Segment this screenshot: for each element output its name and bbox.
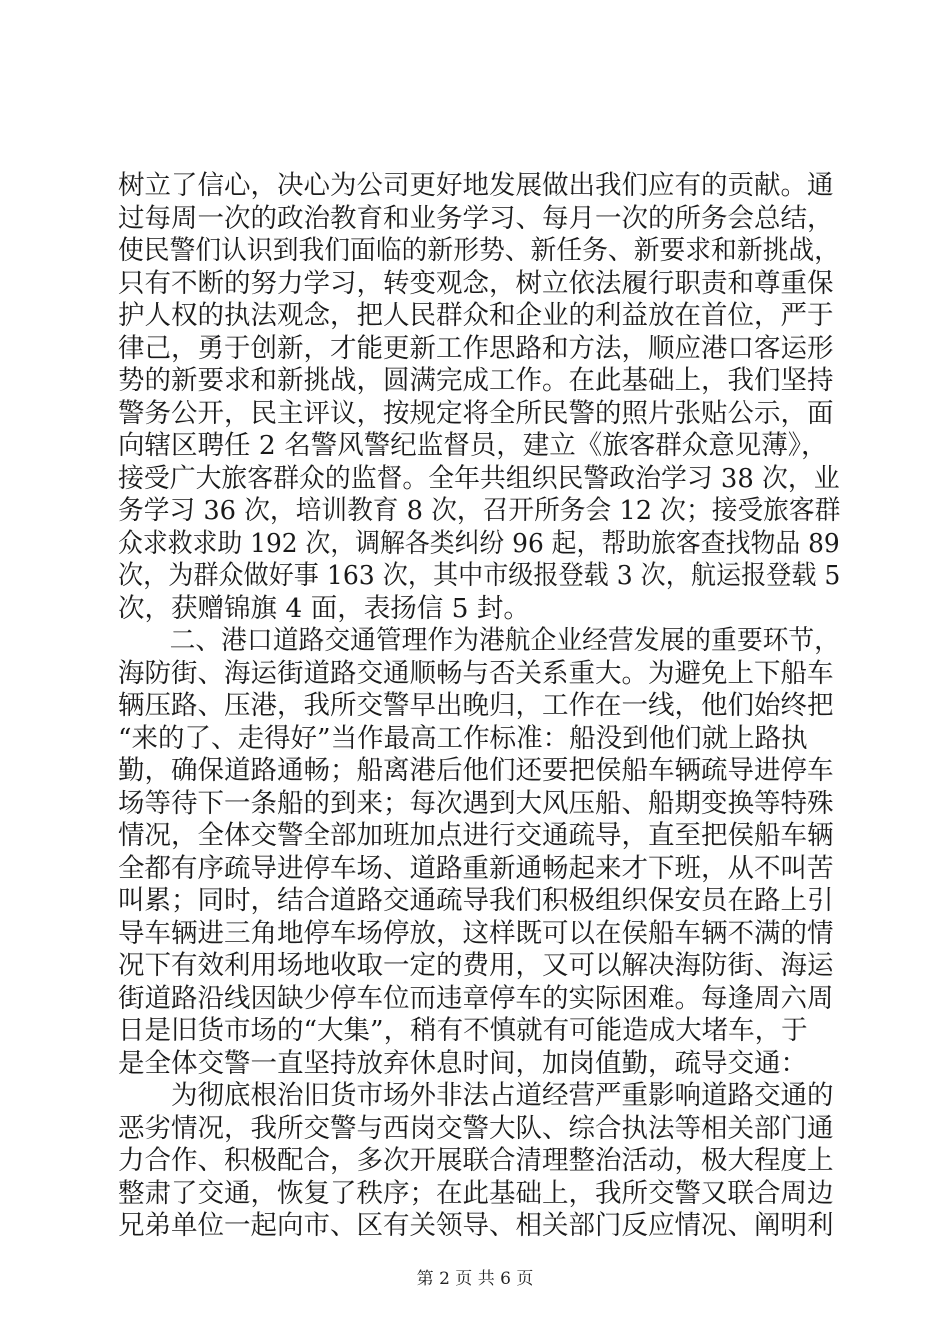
text-line: 众求救求助 192 次，调解各类纠纷 96 起，帮助旅客查找物品 89 [118, 527, 840, 559]
text-line: 向辖区聘任 2 名警风警纪监督员，建立《旅客群众意见薄》， [118, 430, 828, 461]
text-line: 律己，勇于创新，才能更新工作思路和方法，顺应港口客运形 [118, 332, 834, 364]
text-line: 况下有效利用场地收取一定的费用，又可以解决海防街、海运 [118, 950, 834, 981]
text-line: 恶劣情况，我所交警与西岗交警大队、综合执法等相关部门通 [118, 1112, 834, 1144]
text-line: 为彻底根治旧货市场外非法占道经营严重影响道路交通的 [118, 1080, 834, 1111]
body-text [118, 170, 841, 1243]
text-line: 次，为群众做好事 163 次，其中市级报登载 3 次，航运报登载 5 [118, 560, 841, 591]
text-line: 全都有序疏导进停车场、道路重新通畅起来才下班，从不叫苦 [118, 852, 834, 884]
page-footer: 第 2 页 共 6 页 [416, 1269, 534, 1289]
text-line: 辆压路、压港，我所交警早出晚归，工作在一线，他们始终把 [118, 690, 834, 721]
text-line: 是全体交警一直坚持放弃休息时间，加岗值勤，疏导交通： [118, 1047, 807, 1079]
text-line: 日是旧货市场的“大集”，稍有不慎就有可能造成大堵车，于 [118, 1015, 808, 1046]
text-line: 力合作、积极配合，多次开展联合清理整治活动，极大程度上 [118, 1145, 834, 1176]
text-line: 海防街、海运街道路交通顺畅与否关系重大。为避免上下船车 [118, 657, 834, 689]
text-line: 使民警们认识到我们面临的新形势、新任务、新要求和新挑战， [118, 235, 840, 266]
text-line: 接受广大旅客群众的监督。全年共组织民警政治学习 38 次，业 [118, 462, 840, 494]
text-line: 护人权的执法观念，把人民群众和企业的利益放在首位，严于 [118, 300, 834, 331]
text-line: “来的了、走得好”当作最高工作标准：船没到他们就上路执 [118, 722, 808, 754]
text-line: 情况，全体交警全部加班加点进行交通疏导，直至把侯船车辆 [118, 820, 834, 851]
text-line: 二、港口道路交通管理作为港航企业经营发展的重要环节， [118, 625, 840, 656]
text-line: 勤，确保道路通畅；船离港后他们还要把侯船车辆疏导进停车 [118, 755, 834, 786]
text-line: 过每周一次的政治教育和业务学习、每月一次的所务会总结， [118, 202, 834, 234]
text-line: 次，获赠锦旗 4 面，表扬信 5 封。 [118, 592, 530, 624]
text-line: 叫累；同时，结合道路交通疏导我们积极组织保安员在路上引 [118, 885, 834, 916]
text-line: 务学习 36 次，培训教育 8 次，召开所务会 12 次；接受旅客群 [118, 495, 841, 526]
text-line: 势的新要求和新挑战，圆满完成工作。在此基础上，我们坚持 [118, 365, 834, 396]
text-line: 导车辆进三角地停车场停放，这样既可以在侯船车辆不满的情 [118, 917, 834, 949]
text-line: 只有不断的努力学习，转变观念，树立依法履行职责和尊重保 [118, 267, 834, 299]
text-line: 警务公开，民主评议，按规定将全所民警的照片张贴公示，面 [118, 397, 834, 429]
text-line: 街道路沿线因缺少停车位而违章停车的实际困难。每逢周六周 [118, 982, 834, 1014]
text-line: 整肃了交通，恢复了秩序；在此基础上，我所交警又联合周边 [118, 1177, 834, 1209]
text-line: 树立了信心，决心为公司更好地发展做出我们应有的贡献。通 [118, 170, 834, 201]
text-line: 场等待下一条船的到来；每次遇到大风压船、船期变换等特殊 [118, 787, 834, 819]
text-line: 兄弟单位一起向市、区有关领导、相关部门反应情况、阐明利 [118, 1210, 834, 1241]
